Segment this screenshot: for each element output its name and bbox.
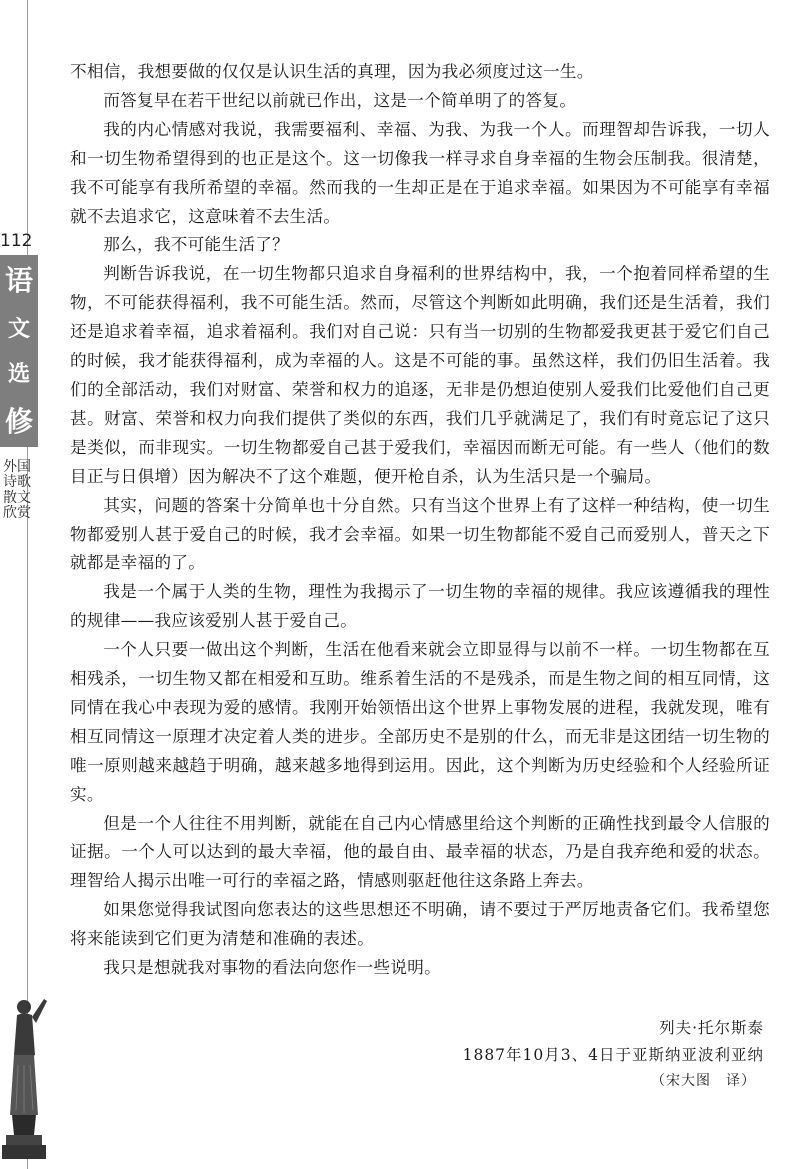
paragraph: 我只是想就我对事物的看法向您作一些说明。 (103, 958, 442, 978)
paragraph: 我的内心情感对我说，我需要福利、幸福、为我、为我一个人。而理智却告诉我，一切人和一切生物希望得到的也正是这个。这一切像我一样寻求自身幸福的生物会压制我。很清楚，我不可能享有我所希望的幸福。然而我的一生却正是在于追求幸福。如果因为不可能享有幸福就不去追求它，这意味着不去生活。 (70, 119, 770, 226)
paragraph: 判断告诉我说，在一切生物都只追求自身福利的世界结构中，我，一个抱着同样希望的生物，不可能获得福利，我不可能生活。然而，尽管这个判断如此明确，我们还是生活着，我们还是追求着幸福，追求着福利。我们对自己说：只有当一切别的生物都爱我更甚于爱它们自己的时候，我才能获得福利，成为幸福的人。这是不可能的事。虽然这样，我们仍旧生活着。我们的全部活动，我们对财富、荣誉和权力的追逐，无非是仍想迫使别人爱我们比爱他们自己更甚。财富、荣誉和权力向我们提供了类似的东西，我们几乎就满足了，我们有时竟忘记了这只是类似，而非现实。一切生物都爱自己甚于爱我们，幸福因而断无可能。有一些人（他们的数目正与日俱增）因为解决不了这个难题，便开枪自杀，认为生活只是一个骗局。 (70, 264, 770, 486)
paragraph: 我是一个属于人类的生物，理性为我揭示了一切生物的幸福的规律。我应该遵循我的理性的规律——我应该爱别人甚于爱自己。 (70, 582, 770, 631)
paragraph: 而答复早在若干世纪以前就已作出，这是一个简单明了的答复。 (103, 90, 577, 110)
book-title-char: 语 (4, 263, 33, 297)
date-place: 1887年10月3、4日于亚斯纳亚波利亚纳 (462, 1046, 764, 1064)
paragraph: 如果您觉得我试图向您表达的这些思想还不明确，请不要过于严厉地责备它们。我希望您将来能读到它们更为清楚和准确的表述。 (70, 900, 770, 949)
paragraph: 不相信，我想要做的仅仅是认识生活的真理，因为我必须度过这一生。 (70, 62, 594, 81)
paragraph: 一个人只要一做出这个判断，生活在他看来就会立即显得与以前不一样。一切生物都在互相残杀，一切生物又都在相爱和互助。维系着生活的不是残杀，而是生物之间的相互同情，这同情在我心中表现为爱的感情。我刚开始领悟出这个世界上事物发展的进程，我就发现，唯有相互同情这一原理才决定着人类的进步。全部历史不是别的什么，而无非是这团结一切生物的唯一原则越来越趋于明确，越来越多地得到运用。因此，这个判断为历史经验和个人经验所证实。 (70, 640, 770, 804)
author-signature: 列夫·托尔斯泰 (659, 1019, 764, 1037)
article-body (70, 58, 770, 983)
book-title-char: 选 (7, 360, 30, 387)
book-title-char: 文 (7, 315, 30, 342)
book-title-block (0, 255, 38, 447)
book-subtitle: 外国诗歌散文欣赏 (3, 459, 31, 522)
paragraph: 但是一个人往往不用判断，就能在自己内心情感里给这个判断的正确性找到最令人信服的证据。一个人可以达到的最大幸福，他的最自由、最幸福的状态，乃是自我弃绝和爱的状态。理智给人揭示出唯一可行的幸福之路，情感则驱赶他往这条路上奔去。 (70, 813, 770, 891)
page-number: 112 (0, 231, 33, 251)
paragraph: 其实，问题的答案十分简单也十分自然。只有当这个世界上有了这样一种结构，使一切生物都爱别人甚于爱自己的时候，我才会幸福。如果一切生物都能不爱自己而爱别人，普天之下就都是幸福的了。 (70, 495, 770, 573)
statue-illustration (0, 985, 60, 1165)
translator-credit: （宋大图 译） (651, 1073, 756, 1089)
paragraph: 那么，我不可能生活了？ (103, 235, 290, 255)
book-title-char: 修 (4, 404, 33, 438)
